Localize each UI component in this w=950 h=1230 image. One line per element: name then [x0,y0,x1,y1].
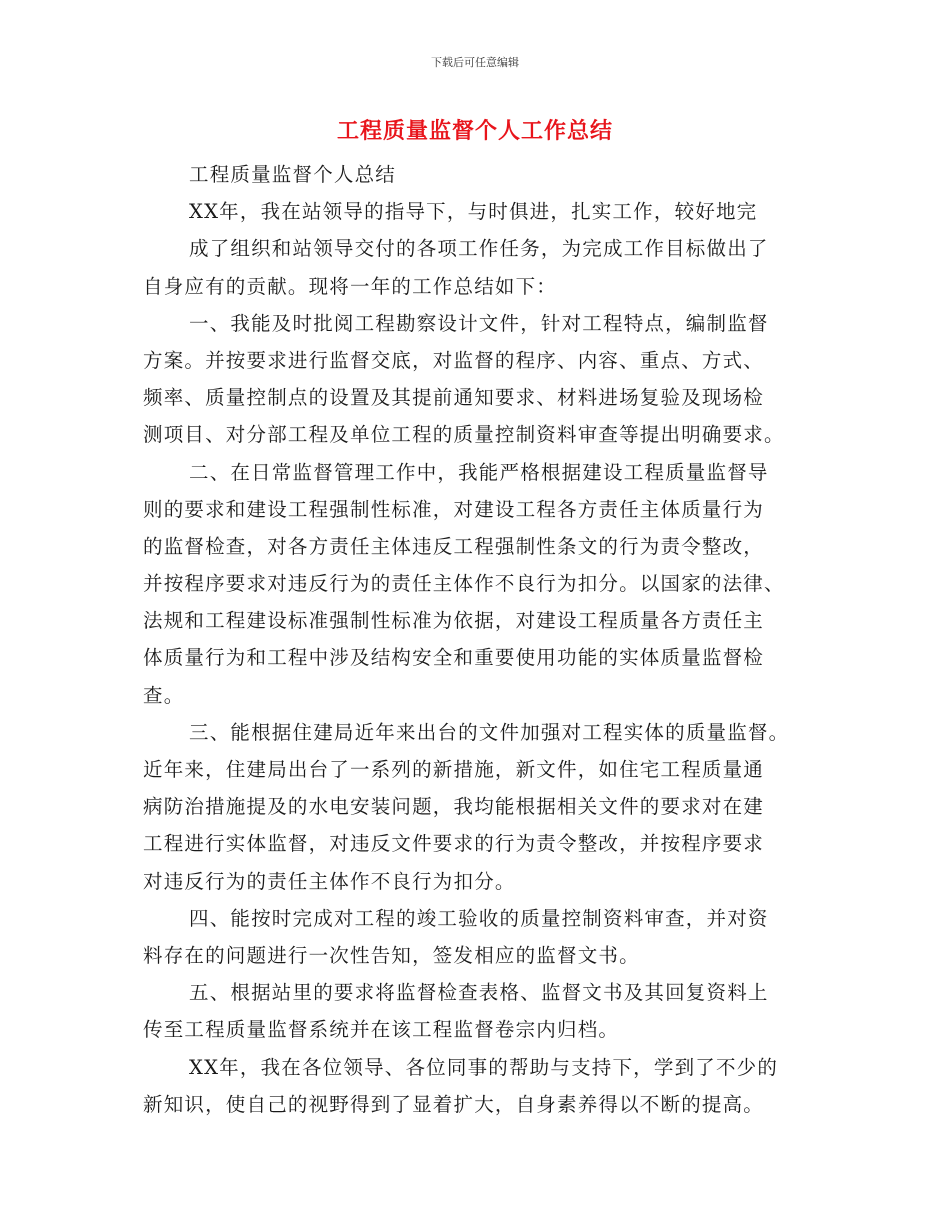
text-line: 体质量行为和工程中涉及结构安全和重要使用功能的实体质量监督检 [143,646,765,670]
text-line: 成了组织和站领导交付的各项工作任务，为完成工作目标做出了 [189,237,769,261]
text-line: 法规和工程建设标准强制性标准为依据，对建设工程质量各方责任主 [143,609,765,633]
text-line: 查。 [143,683,185,707]
text-line: 三、能根据住建局近年来出台的文件加强对工程实体的质量监督。 [189,720,790,744]
text-line: 四、能按时完成对工程的竣工验收的质量控制资料审查，并对资 [189,906,769,930]
text-line: 传至工程质量监督系统并在该工程监督卷宗内归档。 [143,1018,620,1042]
text-line: 五、根据站里的要求将监督检查表格、监督文书及其回复资料上 [189,981,769,1005]
text-line: 工程进行实体监督，对违反文件要求的行为责令整改，并按程序要求 [143,832,765,856]
document-title: 工程质量监督个人工作总结 [336,119,613,144]
text-line: 新知识，使自己的视野得到了显着扩大，自身素养得以不断的提高。 [143,1092,765,1116]
text-line: 的监督检查，对各方责任主体违反工程强制性条文的行为责令整改， [143,534,765,558]
text-line: 料存在的问题进行一次性告知，签发相应的监督文书。 [143,943,640,967]
text-line: 方案。并按要求进行监督交底，对监督的程序、内容、重点、方式、 [143,348,765,372]
text-line: 工程质量监督个人总结 [189,163,397,186]
text-line: 频率、质量控制点的设置及其提前通知要求、材料进场复验及现场检 [143,386,765,410]
text-line: XX年，我在站领导的指导下，与时俱进，扎实工作，较好地完 [189,200,758,224]
text-line: 近年来，住建局出台了一系列的新措施，新文件，如住宅工程质量通 [143,758,765,781]
header-note: 下载后可任意编辑 [431,56,519,69]
text-line: 并按程序要求对违反行为的责任主体作不良行为扣分。以国家的法律、 [143,572,785,596]
document-body [143,156,811,1123]
text-line: XX年，我在各位领导、各位同事的帮助与支持下，学到了不少的 [189,1055,779,1079]
text-line: 测项目、对分部工程及单位工程的质量控制资料审查等提出明确要求。 [143,423,785,447]
text-line: 二、在日常监督管理工作中，我能严格根据建设工程质量监督导 [189,460,769,484]
text-line: 自身应有的贡献。现将一年的工作总结如下： [143,274,558,298]
text-line: 一、我能及时批阅工程勘察设计文件，针对工程特点，编制监督 [189,311,769,335]
text-line: 则的要求和建设工程强制性标准，对建设工程各方责任主体质量行为 [143,497,765,521]
text-line: 对违反行为的责任主体作不良行为扣分。 [143,869,516,893]
text-line: 病防治措施提及的水电安装问题，我均能根据相关文件的要求对在建 [143,795,765,819]
